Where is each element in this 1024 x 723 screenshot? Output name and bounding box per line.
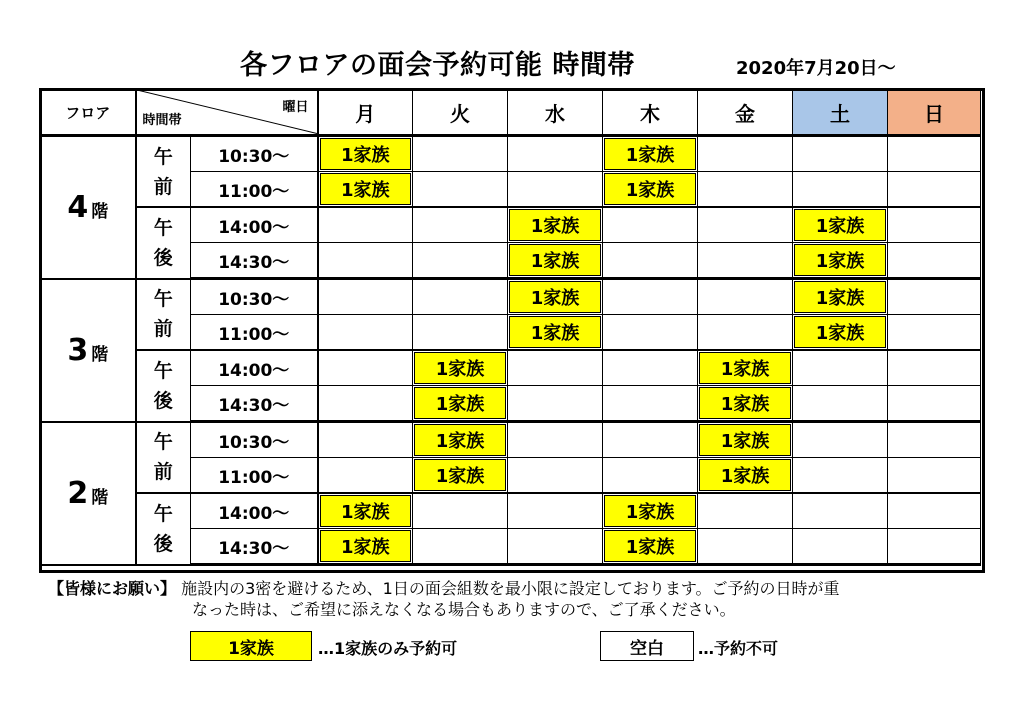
slot-empty	[888, 243, 981, 279]
period-char: 前	[153, 461, 173, 484]
floor-number: 3	[67, 332, 89, 368]
slot-available	[413, 422, 508, 458]
slot-empty	[318, 458, 413, 494]
slot-available-label: 1家族	[414, 459, 506, 491]
slot-empty	[508, 136, 603, 172]
slot-empty	[413, 172, 508, 208]
slot-available	[318, 493, 413, 529]
slot-empty	[793, 350, 888, 386]
slot-empty	[793, 493, 888, 529]
period-char: 後	[153, 532, 173, 555]
period-label	[136, 493, 191, 565]
legend-available-swatch: 1家族	[190, 631, 312, 661]
slot-available	[318, 172, 413, 208]
slot-empty	[413, 529, 508, 565]
notice-label: 【皆様にお願い】	[48, 579, 177, 598]
slot-empty	[318, 207, 413, 243]
time-slot-label: 11:00～	[191, 315, 318, 351]
slot-empty	[698, 279, 793, 315]
slot-available	[508, 279, 603, 315]
schedule-body	[41, 136, 981, 565]
slot-empty	[413, 136, 508, 172]
slot-empty	[318, 315, 413, 351]
slot-available-label: 1家族	[794, 281, 886, 313]
slot-empty	[603, 458, 698, 494]
period-label	[136, 422, 191, 494]
floor-label	[41, 279, 136, 422]
time-slot-label: 14:00～	[191, 350, 318, 386]
time-slot-label: 14:30～	[191, 243, 318, 279]
period-char: 午	[153, 502, 173, 525]
notice	[48, 578, 988, 620]
schedule-table	[40, 89, 981, 566]
slot-empty	[888, 350, 981, 386]
slot-empty	[698, 136, 793, 172]
day-header: 木	[603, 90, 698, 136]
slot-available-label: 1家族	[509, 209, 601, 241]
slot-empty	[888, 386, 981, 422]
time-slot-label: 10:30～	[191, 279, 318, 315]
slot-available-label: 1家族	[320, 530, 412, 562]
period-char: 後	[153, 246, 173, 269]
time-slot-label: 14:30～	[191, 386, 318, 422]
slot-available-label: 1家族	[320, 138, 412, 170]
period-label	[136, 136, 191, 208]
slot-available-label: 1家族	[509, 244, 601, 276]
slot-empty	[793, 136, 888, 172]
slot-empty	[508, 422, 603, 458]
slot-empty	[793, 422, 888, 458]
time-day-corner-header	[136, 90, 318, 136]
slot-empty	[888, 458, 981, 494]
time-slot-label: 14:30～	[191, 529, 318, 565]
slot-empty	[508, 350, 603, 386]
period-char: 後	[153, 389, 173, 412]
slot-empty	[698, 493, 793, 529]
slot-available-label: 1家族	[699, 459, 791, 491]
slot-empty	[508, 529, 603, 565]
slot-empty	[793, 172, 888, 208]
slot-available	[603, 136, 698, 172]
slot-available-label: 1家族	[509, 316, 601, 348]
slot-empty	[888, 493, 981, 529]
time-slot-label: 10:30～	[191, 136, 318, 172]
table-row	[41, 493, 981, 529]
slot-available	[793, 243, 888, 279]
slot-empty	[603, 207, 698, 243]
slot-empty	[318, 350, 413, 386]
slot-empty	[318, 279, 413, 315]
slot-available-label: 1家族	[320, 173, 412, 205]
table-row	[41, 279, 981, 315]
slot-available	[793, 279, 888, 315]
slot-available	[318, 529, 413, 565]
day-header-saturday: 土	[793, 90, 888, 136]
start-date: 2020年7月20日～	[736, 58, 896, 79]
slot-empty	[413, 207, 508, 243]
slot-empty	[413, 493, 508, 529]
slot-empty	[698, 315, 793, 351]
time-slot-label: 11:00～	[191, 458, 318, 494]
slot-empty	[698, 172, 793, 208]
slot-empty	[888, 136, 981, 172]
legend-unavailable-swatch: 空白	[600, 631, 694, 661]
slot-empty	[603, 243, 698, 279]
slot-available-label: 1家族	[604, 173, 696, 205]
slot-available	[413, 350, 508, 386]
slot-empty	[888, 315, 981, 351]
floor-number: 2	[67, 475, 89, 511]
slot-empty	[413, 315, 508, 351]
slot-available-label: 1家族	[699, 352, 791, 384]
table-row	[41, 350, 981, 386]
slot-available	[698, 350, 793, 386]
slot-empty	[698, 243, 793, 279]
period-char: 午	[153, 216, 173, 239]
slot-available	[413, 386, 508, 422]
notice-line-2: なった時は、ご希望に添えなくなる場合もありますので、ご了承ください。	[192, 600, 736, 619]
slot-empty	[603, 386, 698, 422]
floor-suffix: 階	[91, 344, 109, 365]
floor-number: 4	[67, 189, 89, 225]
slot-empty	[793, 458, 888, 494]
slot-empty	[888, 207, 981, 243]
period-char: 午	[153, 431, 173, 454]
slot-available	[698, 386, 793, 422]
slot-empty	[508, 458, 603, 494]
slot-available-label: 1家族	[414, 424, 506, 456]
slot-available	[793, 315, 888, 351]
period-char: 午	[153, 359, 173, 382]
slot-empty	[888, 422, 981, 458]
slot-empty	[793, 386, 888, 422]
period-label	[136, 350, 191, 422]
day-header: 月	[318, 90, 413, 136]
slot-available	[508, 243, 603, 279]
legend-available-text: …1家族のみ予約可	[318, 639, 458, 658]
slot-available-label: 1家族	[320, 495, 412, 527]
slot-empty	[318, 386, 413, 422]
slot-empty	[698, 207, 793, 243]
slot-available	[793, 207, 888, 243]
day-header: 火	[413, 90, 508, 136]
slot-empty	[888, 529, 981, 565]
slot-available	[698, 422, 793, 458]
day-header-sunday: 日	[888, 90, 981, 136]
time-label: 時間帯	[142, 113, 182, 128]
day-header: 水	[508, 90, 603, 136]
slot-empty	[793, 529, 888, 565]
table-row	[41, 422, 981, 458]
floor-label	[41, 422, 136, 565]
slot-available	[603, 172, 698, 208]
slot-available-label: 1家族	[699, 387, 791, 419]
slot-available-label: 1家族	[794, 316, 886, 348]
floor-suffix: 階	[91, 487, 109, 508]
slot-empty	[603, 279, 698, 315]
slot-available-label: 1家族	[414, 352, 506, 384]
slot-empty	[508, 493, 603, 529]
table-row	[41, 207, 981, 243]
time-slot-label: 11:00～	[191, 172, 318, 208]
slot-available-label: 1家族	[794, 209, 886, 241]
period-char: 午	[153, 288, 173, 311]
floor-label	[41, 136, 136, 279]
slot-available	[603, 529, 698, 565]
period-label	[136, 207, 191, 279]
slot-available-label: 1家族	[509, 281, 601, 313]
slot-empty	[603, 422, 698, 458]
slot-available-label: 1家族	[794, 244, 886, 276]
period-char: 前	[153, 175, 173, 198]
period-char: 午	[153, 145, 173, 168]
slot-empty	[318, 243, 413, 279]
slot-empty	[318, 422, 413, 458]
page-title: 各フロアの面会予約可能 時間帯	[240, 50, 635, 81]
period-label	[136, 279, 191, 351]
slot-empty	[888, 279, 981, 315]
day-header: 金	[698, 90, 793, 136]
slot-available	[603, 493, 698, 529]
slot-available-label: 1家族	[604, 138, 696, 170]
slot-available-label: 1家族	[699, 424, 791, 456]
slot-empty	[888, 172, 981, 208]
time-slot-label: 14:00～	[191, 493, 318, 529]
slot-available	[413, 458, 508, 494]
floor-header: フロア	[41, 90, 136, 136]
slot-available	[698, 458, 793, 494]
table-row	[41, 136, 981, 172]
slot-empty	[508, 172, 603, 208]
slot-empty	[698, 529, 793, 565]
time-slot-label: 14:00～	[191, 207, 318, 243]
day-label: 曜日	[282, 100, 309, 115]
period-char: 前	[153, 318, 173, 341]
legend-unavailable-text: …予約不可	[698, 639, 779, 658]
slot-available-label: 1家族	[604, 495, 696, 527]
slot-empty	[413, 243, 508, 279]
slot-available	[508, 315, 603, 351]
slot-empty	[603, 350, 698, 386]
notice-line-1: 施設内の3密を避けるため、1日の面会組数を最小限に設定しております。ご予約の日時が重	[181, 579, 840, 598]
title-row	[0, 40, 1024, 80]
time-slot-label: 10:30～	[191, 422, 318, 458]
floor-suffix: 階	[91, 201, 109, 222]
slot-available-label: 1家族	[414, 387, 506, 419]
slot-available-label: 1家族	[604, 530, 696, 562]
slot-empty	[603, 315, 698, 351]
slot-empty	[508, 386, 603, 422]
slot-available	[318, 136, 413, 172]
slot-empty	[413, 279, 508, 315]
slot-available	[508, 207, 603, 243]
